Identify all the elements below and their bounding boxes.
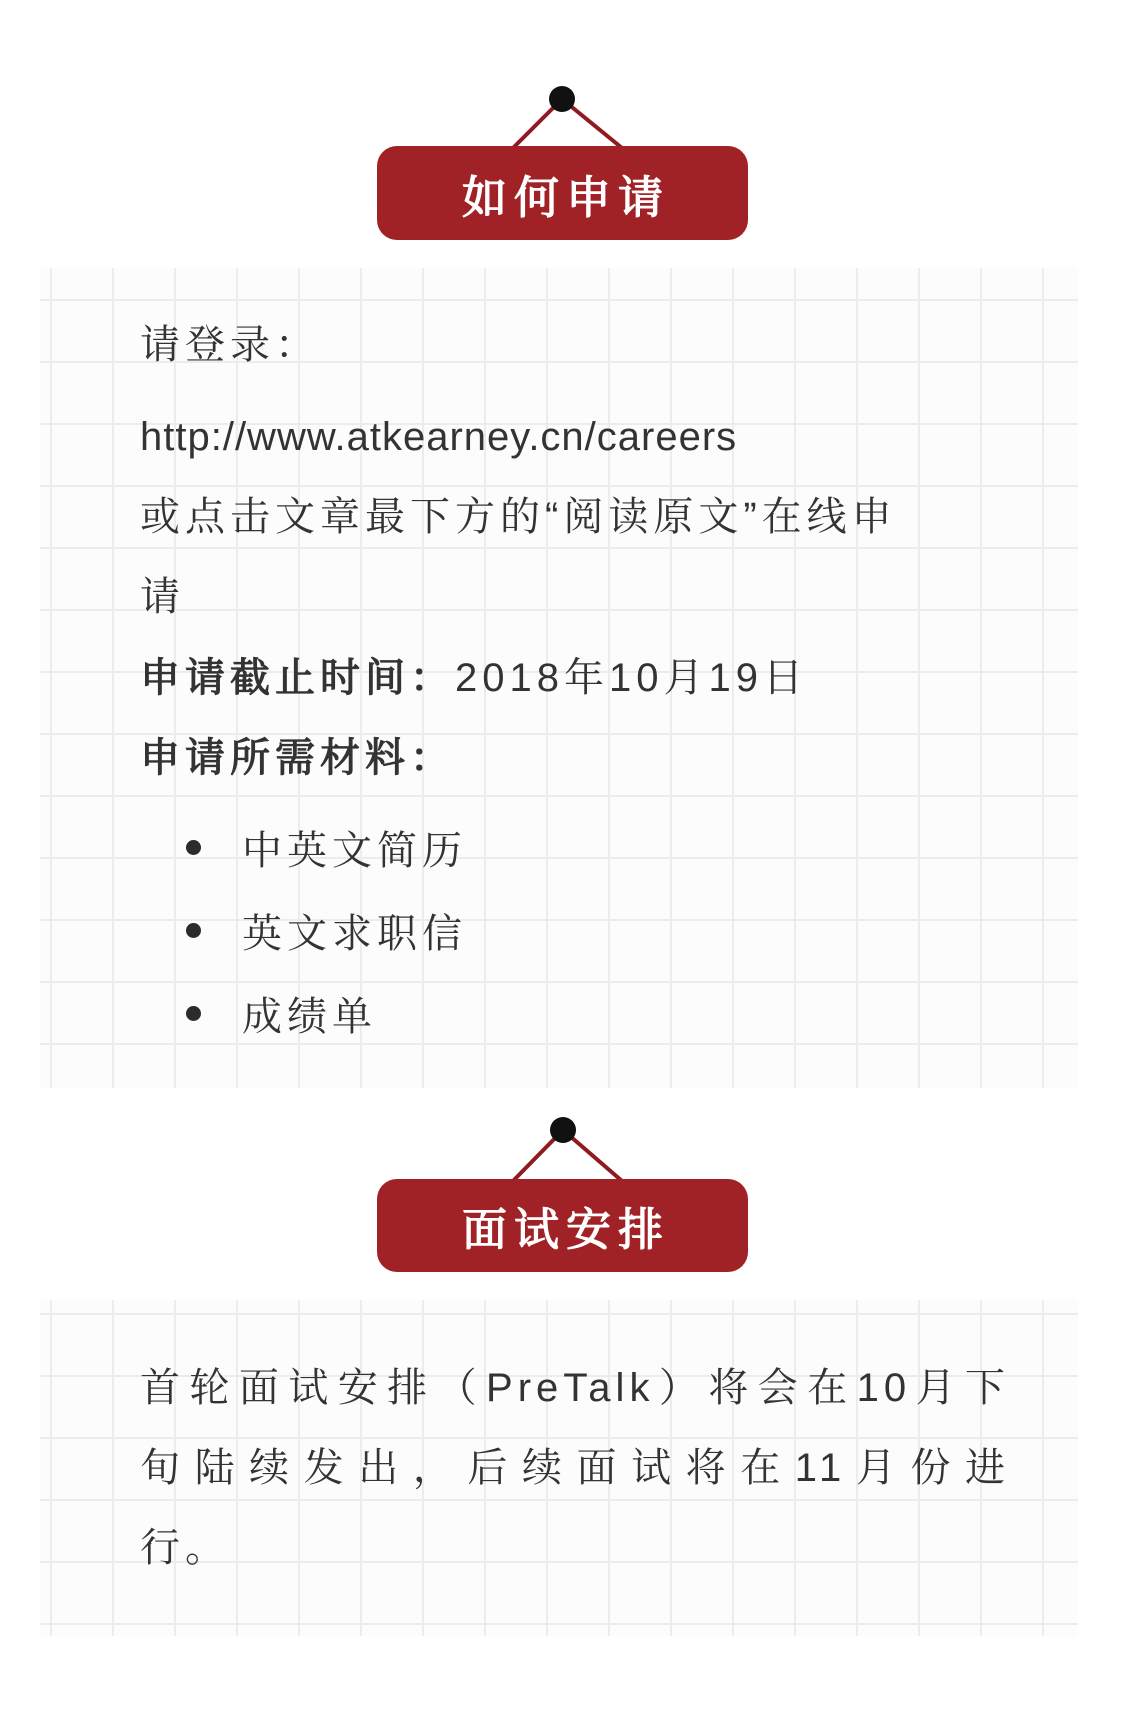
pin-dot-icon	[549, 86, 575, 112]
click-readmore-line-2: 请	[140, 575, 185, 619]
interview-line-1: 首轮面试安排（PreTalk）将会在10月下	[140, 1366, 1010, 1410]
deadline-line	[140, 638, 1010, 718]
login-label: 请登录：	[140, 323, 320, 367]
list-item	[140, 889, 1010, 972]
bullet-icon	[186, 923, 201, 938]
materials-label: 申请所需材料：	[140, 736, 455, 780]
material-text: 成绩单	[242, 995, 377, 1039]
section-banner-how-to-apply	[377, 146, 748, 240]
materials-list	[140, 806, 1010, 1055]
deadline-label: 申请截止时间：	[140, 656, 455, 700]
bullet-icon	[186, 1006, 201, 1021]
interview-info-panel	[40, 1300, 1078, 1636]
list-item	[140, 806, 1010, 889]
section-title: 如何申请	[461, 171, 670, 223]
interview-line-3: 行。	[140, 1526, 230, 1570]
interview-line-2: 旬陆续发出，后续面试将在11月份进	[140, 1446, 1010, 1490]
sign-hanger-1	[500, 85, 640, 151]
click-readmore-line-1: 或点击文章最下方的“阅读原文”在线申	[140, 495, 897, 539]
pin-dot-icon	[550, 1117, 576, 1143]
list-item	[140, 972, 1010, 1055]
section-title: 面试安排	[461, 1204, 670, 1255]
material-text: 英文求职信	[242, 912, 467, 956]
careers-url: http://www.atkearney.cn/careers	[140, 415, 738, 459]
section-banner-interview	[377, 1179, 748, 1272]
apply-info-panel	[40, 268, 1078, 1088]
bullet-icon	[186, 840, 201, 855]
sign-hanger-2	[501, 1116, 641, 1183]
material-text: 中英文简历	[242, 829, 467, 873]
deadline-value: 2018年10月19日	[455, 656, 808, 700]
